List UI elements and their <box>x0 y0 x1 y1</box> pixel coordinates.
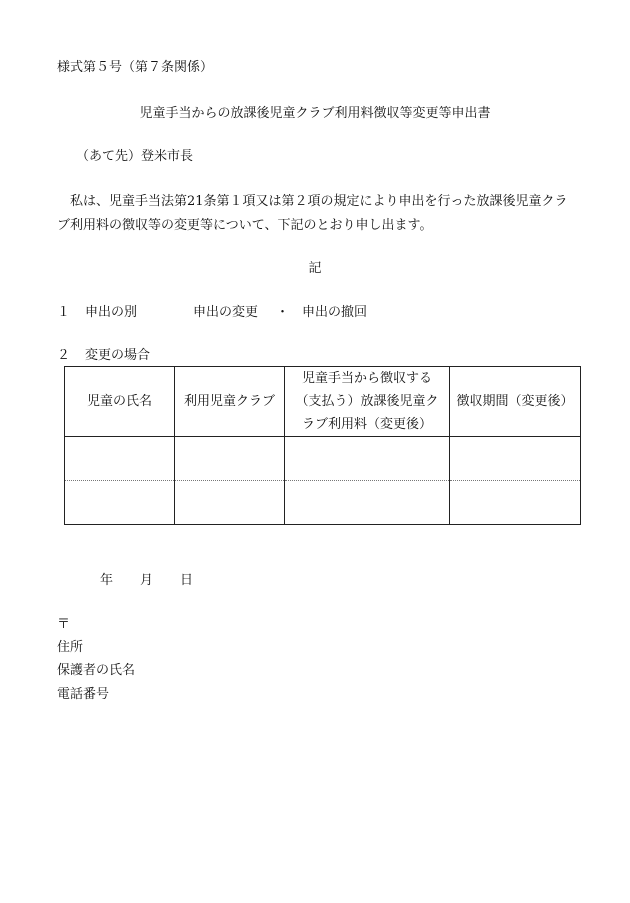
header-fee-line2: （支払う）放課後児童ク <box>295 394 439 409</box>
table-header-row <box>65 367 581 437</box>
option-withdraw[interactable]: 申出の撤回 <box>302 305 368 320</box>
cell-child-name[interactable] <box>65 481 175 525</box>
option-change[interactable]: 申出の変更 <box>193 305 259 320</box>
cell-child-name[interactable] <box>65 437 175 481</box>
cell-club[interactable] <box>175 481 285 525</box>
cell-period[interactable] <box>450 437 581 481</box>
item1-number: １ <box>57 305 71 320</box>
item1-label: 申出の別 <box>85 305 138 320</box>
header-period: 徴収期間（変更後） <box>450 367 581 437</box>
header-fee <box>285 367 450 437</box>
ki-heading: 記 <box>308 261 322 276</box>
header-fee-line3: ラブ利用料（変更後） <box>301 417 432 432</box>
header-child-name: 児童の氏名 <box>65 367 175 437</box>
date-year: 年 <box>100 573 114 588</box>
form-number: 様式第５号（第７条関係） <box>57 60 214 75</box>
postal-mark: 〒 <box>57 617 71 632</box>
header-fee-line1: 児童手当から徴収する <box>301 371 432 386</box>
guardian-name-label: 保護者の氏名 <box>57 663 136 678</box>
date-day: 日 <box>180 573 194 588</box>
item2-number: ２ <box>57 348 71 363</box>
address-label: 住所 <box>57 640 84 655</box>
table-row <box>65 437 581 481</box>
item2-label: 変更の場合 <box>85 348 151 363</box>
cell-fee[interactable] <box>285 437 450 481</box>
document-title: 児童手当からの放課後児童クラブ利用料徴収等変更等申出書 <box>139 106 491 121</box>
date-month: 月 <box>140 573 154 588</box>
addressee: （あて先）登米市長 <box>76 149 194 164</box>
cell-period[interactable] <box>450 481 581 525</box>
phone-label: 電話番号 <box>57 687 110 702</box>
header-club: 利用児童クラブ <box>175 367 285 437</box>
body-paragraph: 私は、児童手当法第21条第１項又は第２項の規定により申出を行った放課後児童クラブ利用料の徴収等の変更等について、下記のとおり申し出ます。 <box>57 194 568 233</box>
option-separator: ・ <box>276 305 290 320</box>
cell-fee[interactable] <box>285 481 450 525</box>
table-row <box>65 481 581 525</box>
change-table <box>64 366 581 525</box>
cell-club[interactable] <box>175 437 285 481</box>
